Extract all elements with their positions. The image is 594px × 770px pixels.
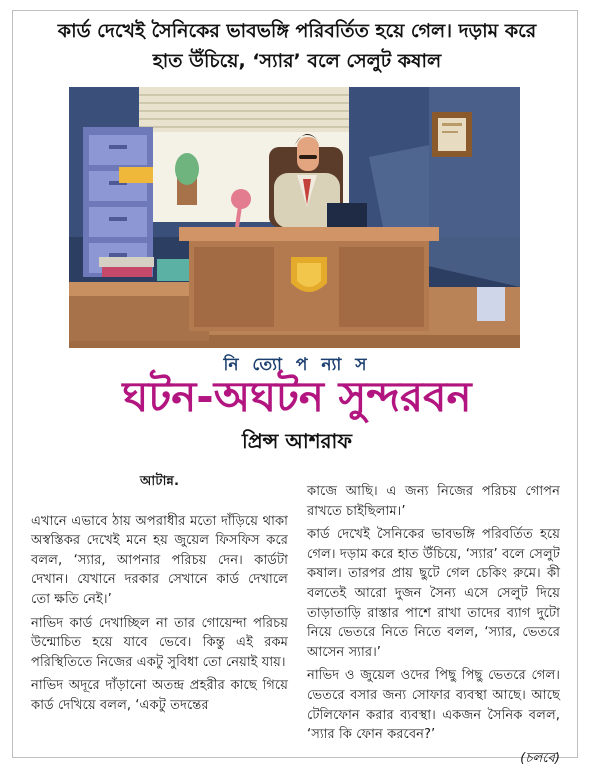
series-label: নি ত্যো প ন্যা স xyxy=(223,355,371,375)
paragraph: নাভিদ ও জুয়েল ওদের পিছু পিছু ভেতরে গেল। ভেতরে বসার জন্য সোফার ব্যবস্থা আছে। আছে টেলিফোন করার ব্যবস্থা। একজন সৈনিক বলল, ‘স্যার কি ফোন করবেন?’ xyxy=(307,668,560,743)
author-name: প্রিন্স আশরাফ xyxy=(242,429,352,453)
article-column-1 xyxy=(31,470,288,720)
headline-line-2: হাত উঁচিয়ে, ‘স্যার’ বলে সেলুট কষাল xyxy=(152,50,442,72)
paragraph: এখানে এভাবে ঠায় অপরাধীর মতো দাঁড়িয়ে থাকা অস্বস্তিকর দেখেই মনে হয় জুয়েল ফিসফিস করে বলল, ‘স্যার, আপনার পরিচয় দেন। কার্ডটা দেখান। যেখানে দরকার সেখানে কার্ড দেখালে তো ক্ষতি নেই।’ xyxy=(31,513,288,607)
paragraph: নাভিদ কার্ড দেখাচ্ছিল না তার গোয়েন্দা পরিচয় উন্মোচিত হয়ে যাবে ভেবে। কিন্তু এই রকম পরিস্থিতিতে নিজের একটু সুবিধা তো নেয়াই যায়। xyxy=(31,615,288,670)
article-column-2 xyxy=(307,482,560,768)
article-headline xyxy=(24,16,570,76)
paragraph: কাজে আছি। এ জন্য নিজের পরিচয় গোপন রাখতে চাইছিলাম।’ xyxy=(307,484,560,519)
chapter-number: আটান্ন. xyxy=(140,474,179,489)
story-title: ঘটন-অঘটন সুন্দরবন xyxy=(122,372,472,421)
continued-note: (চলবে) xyxy=(520,750,560,766)
paragraph: নাভিদ অদূরে দাঁড়ানো অতন্দ্র প্রহরীর কাছে গিয়ে কার্ড দেখিয়ে বলল, ‘একটু তদন্তের xyxy=(31,678,288,713)
paragraph: কার্ড দেখেই সৈনিকের ভাবভঙ্গি পরিবর্তিত হয়ে গেল। দড়াম করে হাত উঁচিয়ে, ‘স্যার’ বলে সেলুট কষাল। তারপর প্রায় ছুটে গেল চেকিং রুমে। কী বলতেই আরো দুজন সৈন্য এসে সেলুট দিয়ে তাড়াতাড়ি রাস্তার পাশে রাখা তাদের ব্যাগ দুটো নিয়ে ভেতরে নিতে নিতে বলল, ‘স্যার, ভেতরে আসেন স্যার।’ xyxy=(307,527,560,660)
headline-line-1: কার্ড দেখেই সৈনিকের ভাবভঙ্গি পরিবর্তিত হয়ে গেল। দড়াম করে xyxy=(57,20,537,42)
police-office-illustration xyxy=(69,87,520,348)
